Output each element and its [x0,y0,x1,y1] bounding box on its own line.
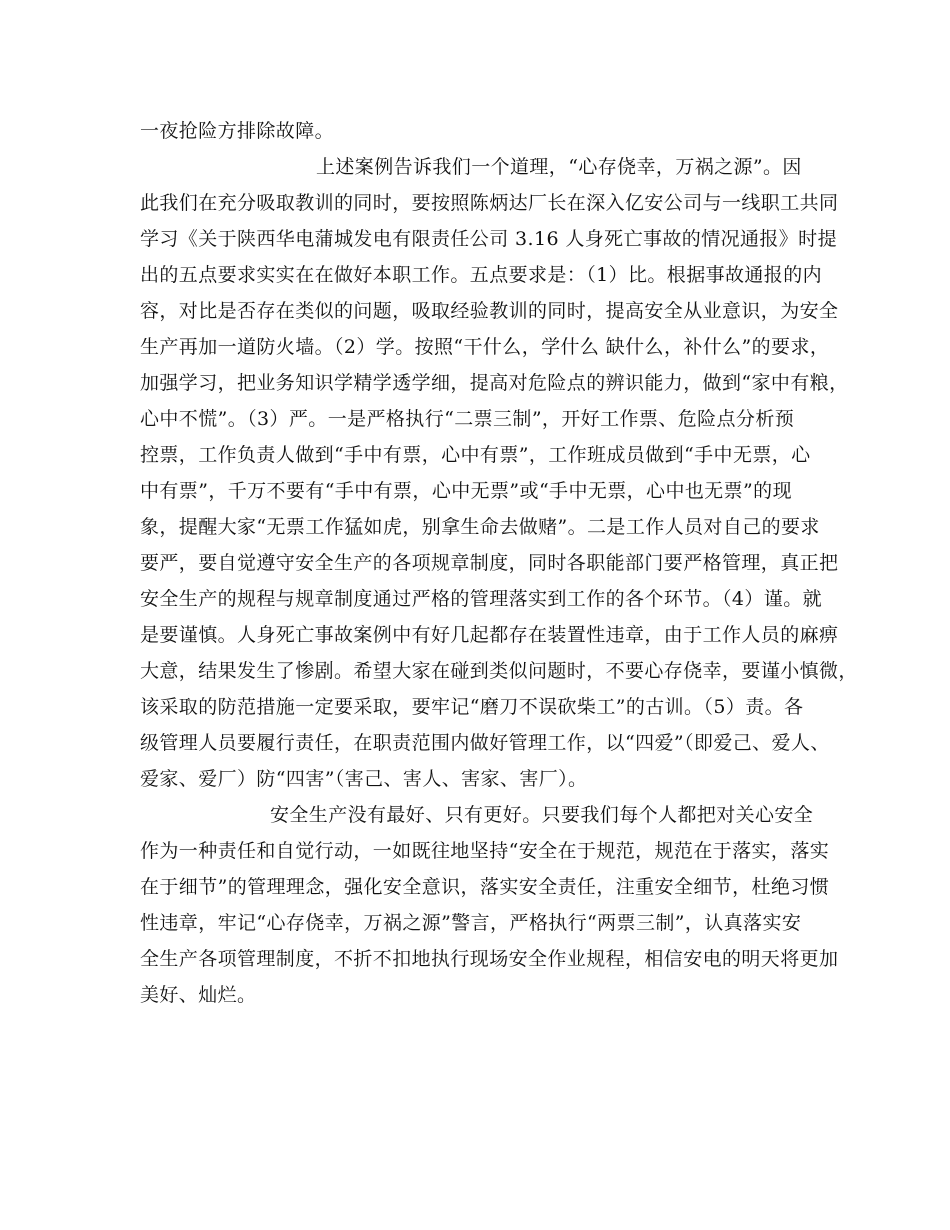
text-line: 级管理人员要履行责任，在职责范围内做好管理工作，以“四爱”（即爱己、爱人、 [140,732,830,754]
text-line: 要严，要自觉遵守安全生产的各项规章制度，同时各职能部门要严格管理，真正把 [140,552,839,574]
text-line: 控票，工作负责人做到“手中有票，心中有票”，工作班成员做到“手中无票，心 [140,444,811,466]
text-line: 象，提醒大家“无票工作猛如虎，别拿生命去做赌”。二是工作人员对自己的要求 [140,516,820,538]
text-line: 美好、灿烂。 [140,984,257,1006]
text-line: 该采取的防范措施一定要采取，要牢记“磨刀不误砍柴工”的古训。（5）责。各 [140,696,804,718]
text-line: 容，对比是否存在类似的问题，吸取经验教训的同时，提高安全从业意识，为安全 [140,300,839,322]
text-line: 全生产各项管理制度，不折不扣地执行现场安全作业规程，相信安电的明天将更加 [140,948,839,970]
text-line: 在于细节”的管理理念，强化安全意识，落实安全责任，注重安全细节，杜绝习惯 [140,876,830,898]
text-line: 加强学习，把业务知识学精学透学细，提高对危险点的辨识能力，做到“家中有粮， [140,372,849,394]
text-line: 安全生产的规程与规章制度通过严格的管理落实到工作的各个环节。（4）谨。就 [140,588,822,610]
text-line: 大意，结果发生了惨剧。希望大家在碰到类似问题时，不要心存侥幸，要谨小慎微， [140,660,858,682]
text-line: 作为一种责任和自觉行动，一如既往地坚持“安全在于规范，规范在于落实，落实 [140,840,830,862]
text-line: 生产再加一道防火墙。（2）学。按照“干什么，学什么 缺什么，补什么”的要求， [140,336,830,358]
text-line: 爱家、爱厂）防“四害”（害己、害人、害家、害厂）。 [140,768,588,790]
text-line: 性违章，牢记“心存侥幸，万祸之源”警言，严格执行“两票三制”，认真落实安 [140,912,802,934]
text-line: 一夜抢险方排除故障。 [140,120,335,142]
text-line: 学习《关于陕西华电蒲城发电有限责任公司 3.16 人身死亡事故的情况通报》时提 [140,228,837,250]
text-line: 中有票”，千万不要有“手中有票，心中无票”或“手中无票，心中也无票”的现 [140,480,792,502]
text-line: 是要谨慎。人身死亡事故案例中有好几起都存在装置性违章，由于工作人员的麻痹 [140,624,839,646]
text-line: 心中不慌”。（3）严。一是严格执行“二票三制”，开好工作票、危险点分析预 [140,408,795,430]
paragraph-start-line: 安全生产没有最好、只有更好。只要我们每个人都把对关心安全 [270,804,814,826]
paragraph-start-line: 上述案例告诉我们一个道理，“心存侥幸，万祸之源”。因 [316,156,802,178]
text-line: 出的五点要求实实在在做好本职工作。五点要求是：（1）比。根据事故通报的内 [140,264,822,286]
text-line: 此我们在充分吸取教训的同时，要按照陈炳达厂长在深入亿安公司与一线职工共同 [140,192,839,214]
document-body [140,113,858,1013]
